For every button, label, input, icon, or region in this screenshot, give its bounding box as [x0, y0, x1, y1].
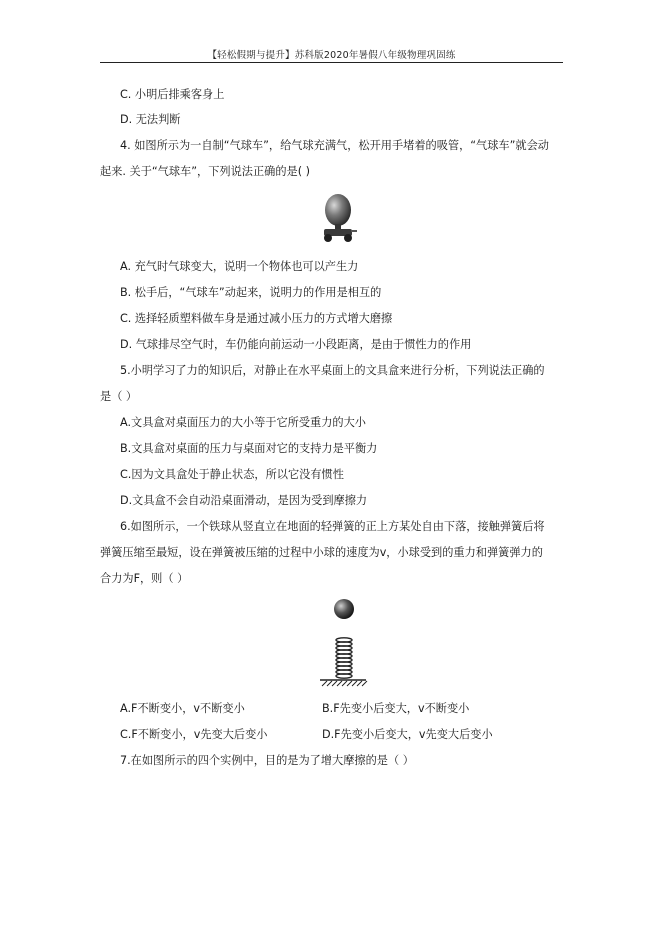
q5-option-c: C.因为文具盒处于静止状态，所以它没有惯性	[120, 468, 344, 481]
spring-icon	[336, 638, 352, 678]
q3-option-c: C. 小明后排乘客身上	[120, 88, 225, 101]
page-header: 【轻松假期与提升】苏科版2020年暑假八年级物理巩固练	[207, 50, 456, 61]
q6-option-b: B.F先变小后变大，v不断变小	[322, 702, 470, 715]
iron-ball-icon	[334, 599, 354, 619]
q6-stem-line3: 合力为F，则（ ）	[100, 572, 189, 585]
q5-option-d: D.文具盒不会自动沿桌面滑动，是因为受到摩擦力	[120, 494, 368, 507]
balloon-car-figure	[318, 192, 358, 244]
q5-option-b: B.文具盒对桌面的压力与桌面对它的支持力是平衡力	[120, 442, 378, 455]
q4-option-b: B. 松手后，“气球车”动起来，说明力的作用是相互的	[120, 286, 382, 299]
q4-option-a: A. 充气时气球变大，说明一个物体也可以产生力	[120, 260, 359, 273]
q4-option-d: D. 气球排尽空气时，车仍能向前运动一小段距离，是由于惯性力的作用	[120, 338, 472, 351]
q4-stem-line1: 4. 如图所示为一自制“气球车”，给气球充满气，松开用手堵着的吸管，“气球车”就会动	[120, 139, 549, 152]
q4-option-c: C. 选择轻质塑料做车身是通过减小压力的方式增大磨擦	[120, 312, 393, 325]
ground-hatch-icon	[320, 680, 367, 686]
q5-stem-line2: 是（ ）	[100, 390, 138, 403]
q6-option-c: C.F不断变小，v先变大后变小	[120, 728, 268, 741]
q5-option-a: A.文具盒对桌面压力的大小等于它所受重力的大小	[120, 416, 366, 429]
q6-stem-line2: 弹簧压缩至最短，设在弹簧被压缩的过程中小球的速度为v，小球受到的重力和弹簧弹力的	[100, 546, 543, 559]
ball-spring-figure	[318, 596, 368, 692]
q4-stem-line2: 起来. 关于“气球车”，下列说法正确的是( )	[100, 165, 310, 178]
q6-stem-line1: 6.如图所示，一个铁球从竖直立在地面的轻弹簧的正上方某处自由下落，接触弹簧后将	[120, 520, 545, 533]
q3-option-d: D. 无法判断	[120, 113, 181, 126]
header-divider	[100, 62, 563, 63]
q7-stem-line1: 7.在如图所示的四个实例中，目的是为了增大摩擦的是（ ）	[120, 754, 414, 767]
q5-stem-line1: 5.小明学习了力的知识后，对静止在水平桌面上的文具盒来进行分析，下列说法正确的	[120, 364, 545, 377]
q6-option-d: D.F先变小后变大，v先变大后变小	[322, 728, 493, 741]
q6-option-a: A.F不断变小，v不断变小	[120, 702, 245, 715]
